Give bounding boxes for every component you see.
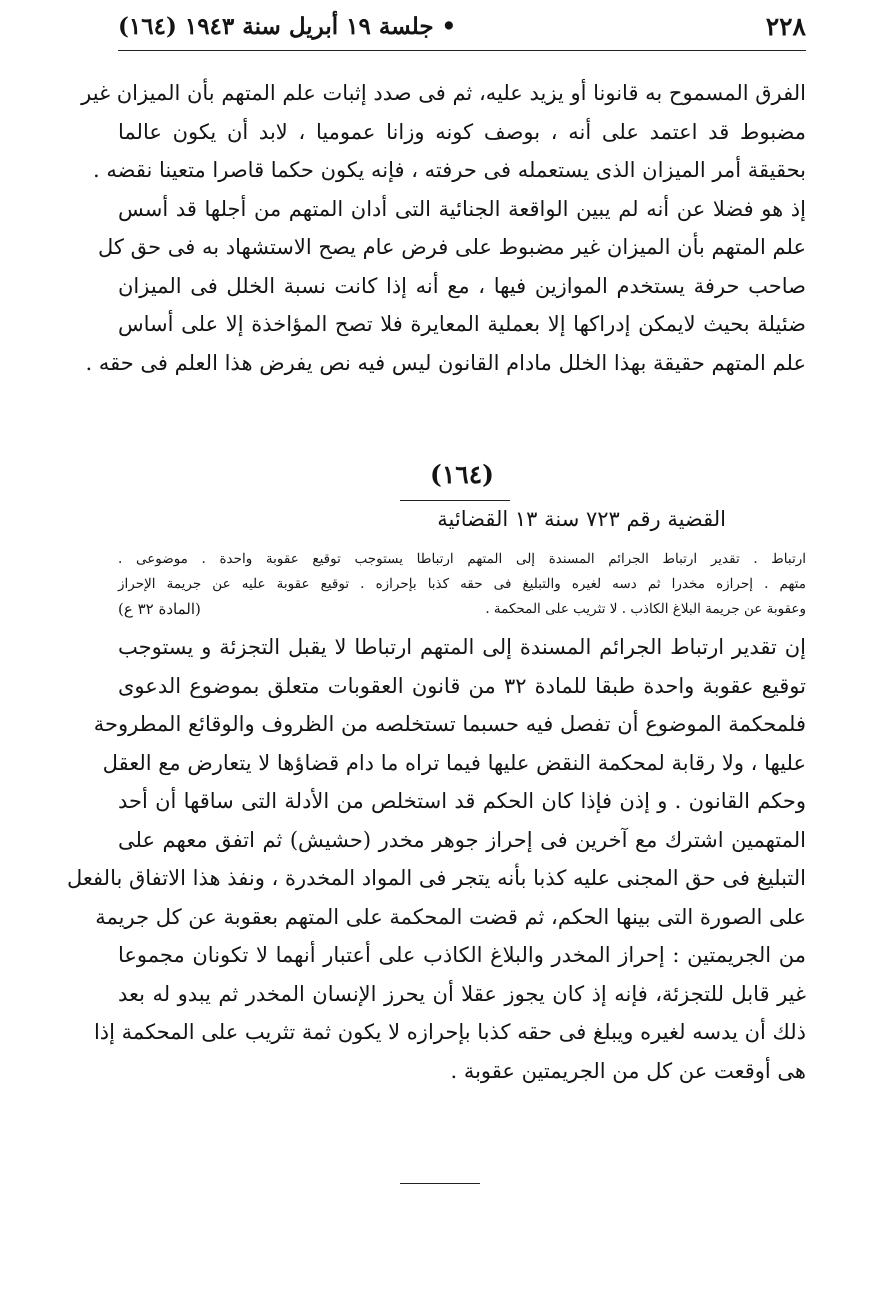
page-number: ٢٢٨ bbox=[765, 11, 806, 41]
paragraph-line: من الجريمتين : إحراز المخدر والبلاغ الكاذب على أعتبار أنهما لا تكونان مجموعا bbox=[118, 943, 806, 967]
summary-line: متهم . إحرازه مخدرا ثم دسه لغيره والتبليغ فى حقه كذبا بإحرازه . توقيع عقوبة عليه عن جريمة الإحراز bbox=[118, 576, 806, 592]
paragraph-line: ذلك أن يدسه لغيره ويبلغ فى حقه كذبا بإحرازه لا يكون ثمة تثريب على المحكمة إذا bbox=[93, 1020, 806, 1044]
article-reference: (المادة ٣٢ ع) bbox=[118, 600, 201, 618]
paragraph-line: المتهمين اشترك مع آخرين فى إحراز جوهر مخدر (حشيش) ثم اتفق معهم على bbox=[118, 827, 806, 852]
paragraph-line: علم المتهم حقيقة بهذا الخلل مادام القانون ليس فيه نص يفرض هذا العلم فى حقه . bbox=[85, 350, 806, 375]
paragraph-line: ضئيلة بحيث لايمكن إدراكها إلا بعملية المعايرة فلا تصح المؤاخذة إلا على أساس bbox=[118, 312, 806, 336]
case-number-rule bbox=[400, 500, 510, 501]
paragraph-line: مضبوط قد اعتمد على أنه ، بوصف كونه وزانا عموميا ، لابد أن يكون عالما bbox=[118, 119, 806, 144]
paragraph-line: بحقيقة أمر الميزان الذى يستعمله فى حرفته ، فإنه يكون حكما قاصرا متعينا نقضه . bbox=[93, 158, 806, 182]
paragraph-line: وحكم القانون . و إذن فإذا كان الحكم قد استخلص من الأدلة التى ساقها أن أحد bbox=[118, 789, 806, 813]
case-number: (١٦٤) bbox=[430, 460, 494, 489]
page-header bbox=[118, 6, 806, 46]
paragraph-line: هى أوقعت عن كل من الجريمتين عقوبة . bbox=[450, 1058, 806, 1083]
paragraph-line: فلمحكمة الموضوع أن تفصل فيه حسبما تستخلصه من الظروف والوقائع المطروحة bbox=[93, 712, 806, 736]
case-summary bbox=[118, 547, 806, 622]
summary-line: ارتباط . تقدير ارتباط الجرائم المسندة إلى المتهم ارتباطا يستوجب توقيع عقوبة واحدة . موضوعى . bbox=[118, 551, 806, 567]
summary-line-text: وعقوبة عن جريمة البلاغ الكاذب . لا تثريب على المحكمة . bbox=[485, 601, 806, 617]
header-rule bbox=[118, 50, 806, 51]
paragraph-line: إذ هو فضلا عن أنه لم يبين الواقعة الجنائية التى أدان المتهم من أجلها قد أسس bbox=[118, 196, 806, 221]
paragraph-line: علم المتهم بأن الميزان غير مضبوط على فرض عام يصح الاستشهاد به فى حق كل bbox=[98, 235, 806, 259]
end-rule bbox=[400, 1183, 480, 1184]
case-reference: القضية رقم ٧٢٣ سنة ١٣ القضائية bbox=[437, 507, 726, 531]
paragraph-line: التبليغ فى حق المجنى عليه كذبا بأنه يتجر فى المواد المخدرة ، ونفذ هذا الاتفاق بالفعل bbox=[67, 866, 806, 890]
summary-line-last bbox=[118, 597, 806, 622]
top-paragraph bbox=[81, 74, 806, 382]
paragraph-line: الفرق المسموح به قانونا أو يزيد عليه، ثم فى صدد إثبات علم المتهم بأن الميزان غير bbox=[81, 81, 806, 105]
main-paragraph bbox=[67, 628, 806, 1090]
paragraph-line: غير قابل للتجزئة، فإنه إذ كان يجوز عقلا أن يحرز الإنسان المخدر ثم يبدو له بعد bbox=[118, 981, 806, 1006]
paragraph-line: إن تقدير ارتباط الجرائم المسندة إلى المتهم ارتباطا لا يقبل التجزئة و يستوجب bbox=[118, 635, 806, 659]
paragraph-line: على الصورة التى بينها الحكم، ثم قضت المحكمة على المتهم بعقوبة عن كل جريمة bbox=[95, 904, 806, 929]
paragraph-line: صاحب حرفة يستخدم الموازين فيها ، مع أنه إذا كانت نسبة الخلل فى الميزان bbox=[118, 273, 806, 298]
paragraph-line: توقيع عقوبة واحدة طبقا للمادة ٣٢ من قانون العقوبات متعلق بموضوع الدعوى bbox=[118, 673, 806, 698]
running-head: • جلسة ١٩ أبريل سنة ١٩٤٣ (١٦٤) bbox=[118, 12, 457, 40]
paragraph-line: عليها ، ولا رقابة لمحكمة النقض عليها فيما تراه ما دام قضاؤها لا يتعارض مع العقل bbox=[102, 750, 806, 775]
